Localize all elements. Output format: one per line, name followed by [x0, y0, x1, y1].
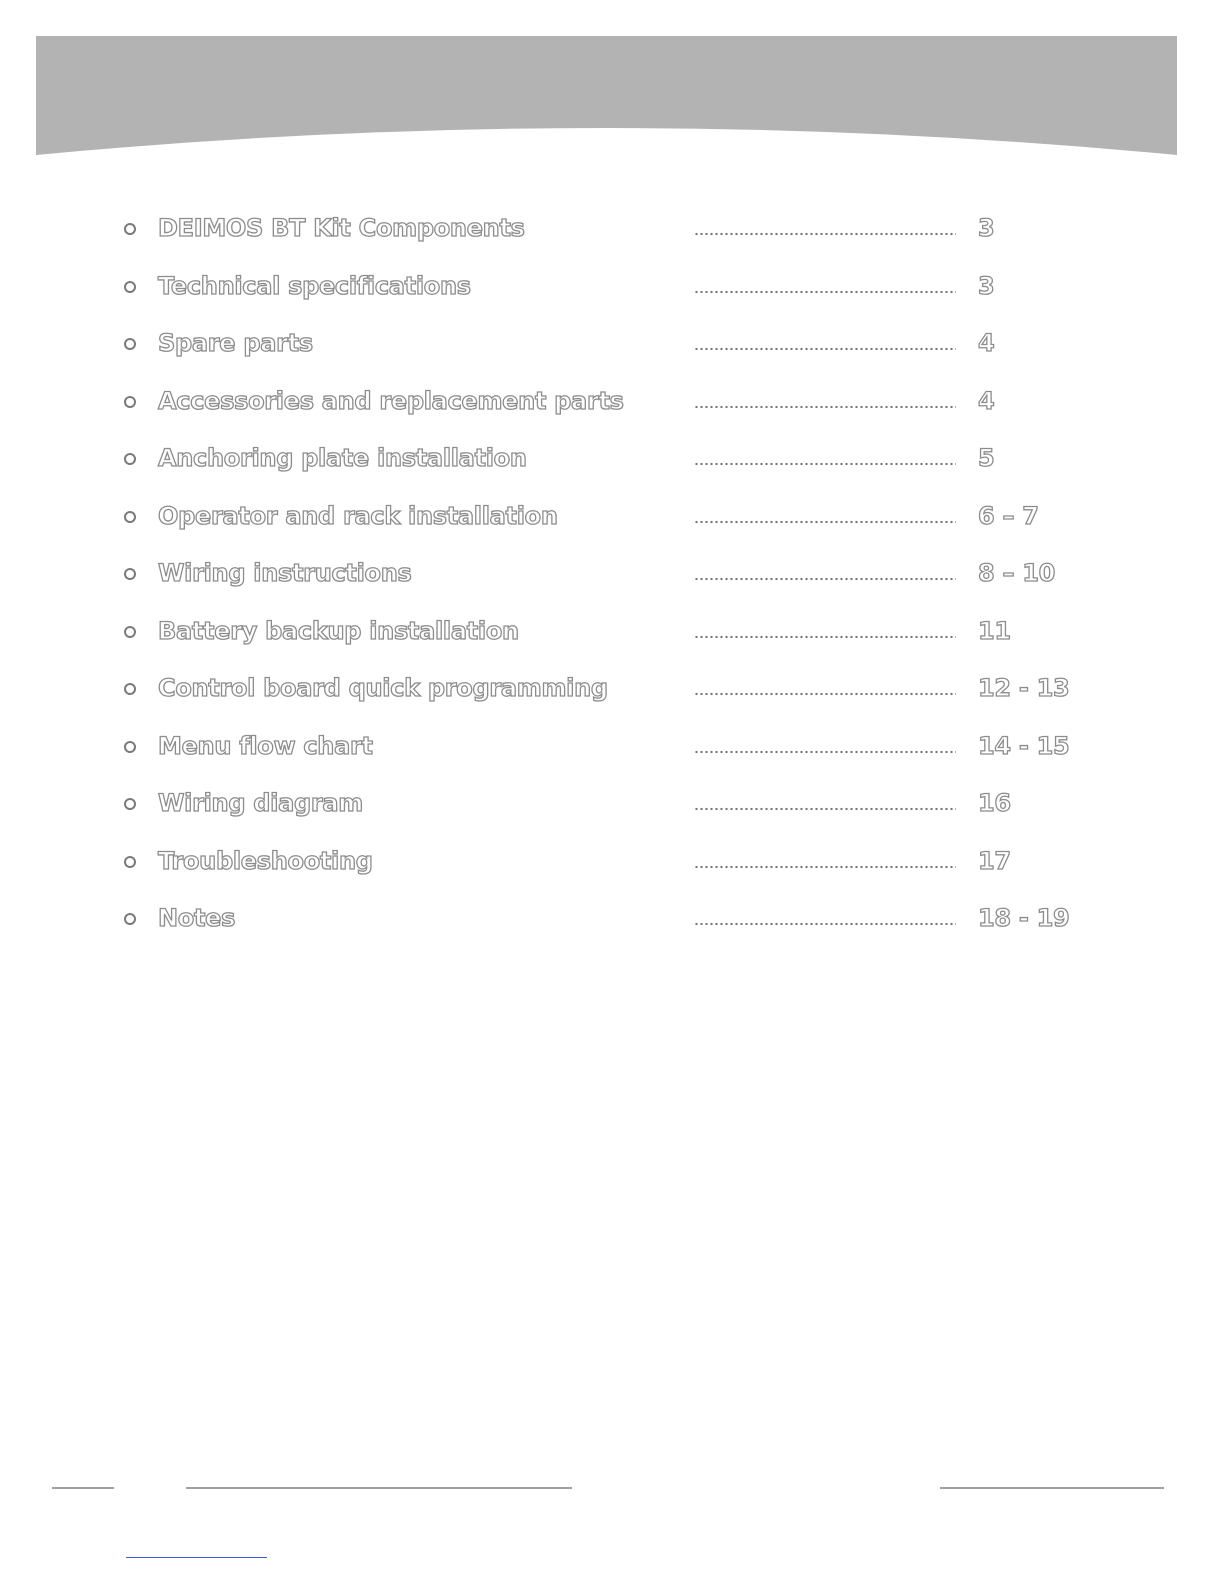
- toc-entry-title[interactable]: Spare parts: [158, 329, 313, 357]
- toc-dot-leader: [694, 290, 956, 294]
- toc-dot-leader: [694, 347, 956, 351]
- toc-entry-title[interactable]: Menu flow chart: [158, 731, 373, 760]
- toc-entry-page[interactable]: 4: [978, 386, 995, 415]
- toc-entry-title[interactable]: Operator and rack installation: [158, 501, 558, 530]
- toc-entry-page[interactable]: 5: [978, 444, 995, 472]
- toc-dot-leader: [694, 922, 956, 926]
- footer-link-underline[interactable]: [126, 1557, 267, 1558]
- footer-rule-center: [186, 1487, 572, 1489]
- bullet-icon: [124, 223, 136, 235]
- table-of-contents: [0, 206, 1224, 954]
- bullet-icon: [124, 568, 136, 580]
- toc-entry-title[interactable]: DEIMOS BT Kit Components: [158, 214, 525, 242]
- toc-entry-title[interactable]: Notes: [158, 904, 236, 932]
- toc-dot-leader: [694, 405, 956, 409]
- toc-dot-leader: [694, 462, 956, 466]
- toc-dot-leader: [694, 807, 956, 811]
- toc-entry-title[interactable]: Anchoring plate installation: [158, 444, 527, 472]
- bullet-icon: [124, 511, 136, 523]
- header-band-shape: [36, 36, 1177, 156]
- toc-dot-leader: [694, 577, 956, 581]
- bullet-icon: [124, 396, 136, 408]
- footer-rule-right: [940, 1487, 1164, 1489]
- toc-dot-leader: [694, 232, 956, 236]
- bullet-icon: [124, 798, 136, 810]
- toc-entry-title[interactable]: Wiring diagram: [158, 789, 364, 817]
- toc-row[interactable]: [0, 494, 1224, 552]
- bullet-icon: [124, 453, 136, 465]
- toc-dot-leader: [694, 520, 956, 524]
- toc-row[interactable]: [0, 896, 1224, 954]
- toc-row[interactable]: [0, 666, 1224, 724]
- toc-entry-page[interactable]: 4: [978, 329, 995, 357]
- toc-row[interactable]: [0, 609, 1224, 667]
- toc-row[interactable]: [0, 839, 1224, 897]
- toc-entry-page[interactable]: 17: [978, 846, 1011, 875]
- toc-entry-page[interactable]: 3: [978, 271, 995, 300]
- toc-entry-title[interactable]: Accessories and replacement parts: [158, 386, 624, 415]
- toc-entry-title[interactable]: Wiring instructions: [158, 559, 412, 587]
- toc-entry-page[interactable]: 16: [978, 789, 1011, 817]
- toc-entry-page[interactable]: 6 – 7: [978, 501, 1039, 530]
- toc-row[interactable]: [0, 264, 1224, 322]
- bullet-icon: [124, 741, 136, 753]
- toc-dot-leader: [694, 865, 956, 869]
- bullet-icon: [124, 626, 136, 638]
- footer-rule-left: [52, 1487, 114, 1489]
- toc-row[interactable]: [0, 436, 1224, 494]
- toc-row[interactable]: [0, 206, 1224, 264]
- bullet-icon: [124, 856, 136, 868]
- toc-dot-leader: [694, 692, 956, 696]
- toc-entry-page[interactable]: 8 – 10: [978, 559, 1056, 587]
- toc-dot-leader: [694, 750, 956, 754]
- toc-entry-title[interactable]: Technical specifications: [158, 271, 471, 300]
- toc-entry-page[interactable]: 14 - 15: [978, 731, 1070, 760]
- toc-entry-page[interactable]: 11: [978, 616, 1011, 645]
- toc-row[interactable]: [0, 379, 1224, 437]
- toc-row[interactable]: [0, 321, 1224, 379]
- bullet-icon: [124, 338, 136, 350]
- toc-dot-leader: [694, 635, 956, 639]
- toc-entry-title[interactable]: Battery backup installation: [158, 616, 519, 645]
- toc-row[interactable]: [0, 551, 1224, 609]
- toc-entry-title[interactable]: Troubleshooting: [158, 846, 373, 875]
- toc-row[interactable]: [0, 724, 1224, 782]
- toc-entry-page[interactable]: 18 - 19: [978, 904, 1070, 932]
- toc-entry-title[interactable]: Control board quick programming: [158, 674, 608, 702]
- bullet-icon: [124, 913, 136, 925]
- toc-row[interactable]: [0, 781, 1224, 839]
- header-band: [36, 36, 1177, 156]
- toc-entry-page[interactable]: 12 - 13: [978, 674, 1070, 702]
- toc-entry-page[interactable]: 3: [978, 214, 995, 242]
- bullet-icon: [124, 281, 136, 293]
- bullet-icon: [124, 683, 136, 695]
